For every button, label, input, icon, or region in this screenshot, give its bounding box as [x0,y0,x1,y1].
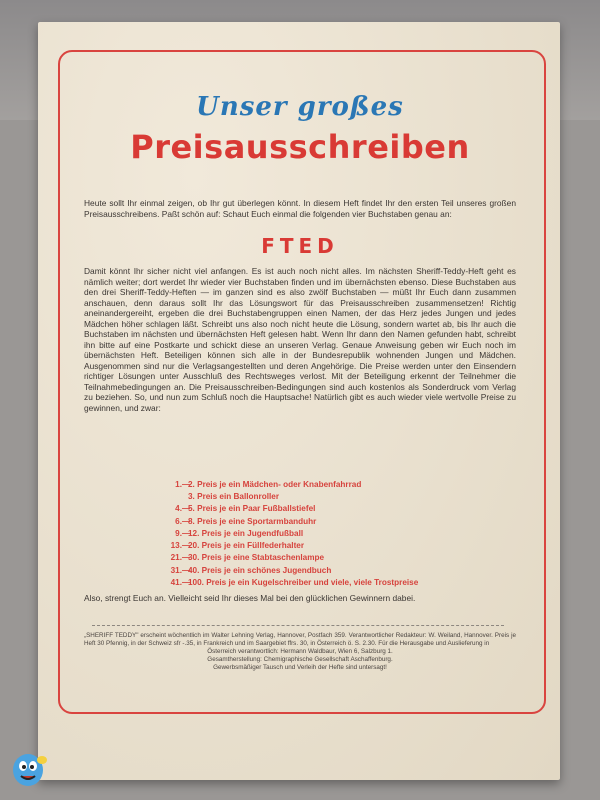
prize-item: 9. — 12. Preis je ein Jugendfußball [146,527,486,539]
prize-text: 30. Preis je eine Stabtaschenlampe [188,553,325,563]
intro-paragraph: Heute sollt Ihr einmal zeigen, ob Ihr gut überlegen könnt. In diesem Heft findet Ihr den ersten Teil unseres großen Preisausschreibens. Paßt schön auf: Schaut Euch einmal die folgenden vier Buchstaben genau an: [84,198,516,219]
mascot-logo-icon [6,748,50,792]
prize-range: 31. [170,565,182,575]
prize-text: 5. Preis je ein Paar Fußballstiefel [188,504,316,514]
prize-item: 21. — 30. Preis je eine Stabtaschenlampe [146,552,486,564]
prize-text: 2. Preis je ein Mädchen- oder Knabenfahrrad [188,479,362,489]
prize-text: 40. Preis je ein schönes Jugendbuch [188,565,332,575]
prize-text: 100. Preis je ein Kugelschreiber und viele, viele Trostpreise [188,578,419,588]
divider [92,625,504,626]
prize-item: 31. — 40. Preis je ein schönes Jugendbuch [146,564,486,576]
prize-item: 41. — 100. Preis je ein Kugelschreiber und viele, viele Trostpreise [146,576,486,588]
prize-item: 4. — 5. Preis je ein Paar Fußballstiefel [146,503,486,515]
prize-range: 13. [170,541,182,551]
prize-range: 1. [175,479,182,489]
prize-item [146,490,486,502]
prize-range: 4. [175,504,182,514]
prize-range: 6. [175,516,182,526]
puzzle-letters: FTED [261,234,339,258]
prize-range: 9. [175,528,182,538]
prize-text: 12. Preis je ein Jugendfußball [188,528,304,538]
prize-item: 1. — 2. Preis je ein Mädchen- oder Knabenfahrrad [146,478,486,490]
imprint-line: Gewerbsmäßiger Tausch und Verleih der Hefte sind untersagt! [213,664,387,672]
publisher-imprint [84,632,516,672]
imprint-line: Gesamtherstellung: Chemigraphische Gesellschaft Aschaffenburg. [207,656,393,664]
prize-list [146,478,486,589]
imprint-line: Österreich verantwortlich: Hermann Waldbaur, Wien 6, Salzburg 1. [207,648,393,656]
prize-text: 20. Preis je ein Füllfederhalter [188,541,305,551]
prize-text: 3. Preis ein Ballonroller [188,491,280,501]
prize-text: 8. Preis je eine Sportarmbanduhr [188,516,317,526]
header-subtitle: Unser großes [196,92,404,122]
header-title: Preisausschreiben [130,128,470,166]
closing-paragraph: Also, strengt Euch an. Vielleicht seid Ihr dieses Mal bei den glücklichen Gewinnern dabei. [84,593,416,603]
rules-paragraph: Damit könnt Ihr sicher nicht viel anfangen. Es ist auch noch nicht alles. Im nächsten Sheriff-Teddy-Heft geht es nämlich weiter; dort werdet Ihr wieder vier Buchstaben finden und im übernächsten ebenso. Diese Buchstaben aus den drei Sheriff-Teddy-Heften — im ganzen sind es also zwölf Buchstaben — müßt Ihr Euch dann zusammen anschauen, denn daraus sollt Ihr das Lösungswort für das Preisausschreiben zusammensetzen! Richtig aneinandergereiht, ergeben die drei Buchstabengruppen einen Namen, der das Herz jedes Jungen und jedes Mädchen höher schlagen läßt. Schreibt uns also noch nicht heute die Lösung, sondern wartet ab, bis Ihr auch die Buchstaben im nächsten und übernächsten Heft gelesen habt. Wenn Ihr dann den Namen gefunden habt, schreibt ihn bitte auf eine Postkarte und schickt diese an unseren Verlag. Genaue Anweisung geben wir Euch noch im übernächsten Heft. Beteiligen können sich alle in der Bundesrepublik wohnenden Jungen und Mädchen. Ausgenommen sind nur die Verlagsangestellten und deren Angehörige. Die Preise werden unter den Einsendern richtiger Lösungen unter Ausschluß des Rechtsweges verlost. Mit der Beteiligung erkennt der Teilnehmer die Teilnahmebedingungen an. Die Preisausschreiben-Bedingungen sind auch kostenlos als Sonderdruck vom Verlag zu beziehen. So, und nun zum Schluß noch die Hauptsache! Natürlich gibt es auch wieder viele wertvolle Preise zu gewinnen, und zwar: [84,266,516,413]
prize-item: 13. — 20. Preis je ein Füllfederhalter [146,539,486,551]
imprint-line: „SHERIFF TEDDY" erscheint wöchentlich im Walter Lehning Verlag, Hannover, Postfach 359. Verantwortlicher Redakteur: W. Weiland, Hannover. Preis je Heft 30 Pfennig, in der Schweiz sfr -.35, in Frankreich und im Saargebiet ffrs. 30, in Österreich ö. S. 2.30. Für die Herausgabe und Auslieferung in [84,632,516,648]
prize-range: 21. [170,553,182,563]
prize-range: 41. [170,578,182,588]
prize-item: 6. — 8. Preis je eine Sportarmbanduhr [146,515,486,527]
